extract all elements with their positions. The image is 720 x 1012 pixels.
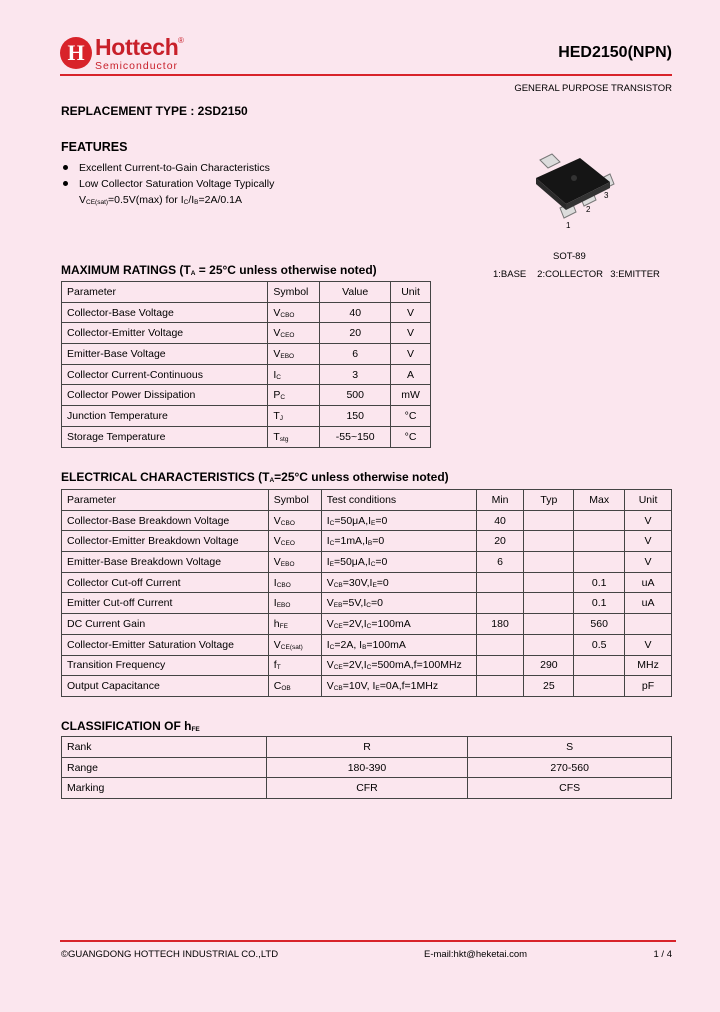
unit-cell: mW	[391, 385, 431, 406]
typ-cell: 290	[524, 655, 574, 676]
classification-table	[61, 736, 672, 799]
min-cell: 20	[476, 531, 524, 552]
footer-divider	[60, 940, 676, 942]
max-cell: 0.5	[574, 634, 625, 655]
rank-r-cell: 180-390	[266, 757, 468, 778]
parameter-cell: Collector Cut-off Current	[62, 572, 269, 593]
rank-r-cell: R	[266, 737, 468, 758]
unit-cell: uA	[625, 572, 672, 593]
rank-s-cell: S	[468, 737, 672, 758]
min-cell: 180	[476, 614, 524, 635]
test-condition-cell: $V_{CB}=10V$, $I_E=0A,f=1MHz$	[321, 676, 476, 697]
pin-number-3: 3	[604, 191, 609, 200]
company-logo	[60, 36, 190, 76]
table-row	[62, 302, 431, 323]
test-condition-cell: $I_C=1mA,I_B=0$	[321, 531, 476, 552]
max-cell	[574, 655, 625, 676]
parameter-cell: Collector-Base Breakdown Voltage	[62, 510, 269, 531]
test-condition-cell: $V_{CE}=2V,I_C=100mA$	[321, 614, 476, 635]
sot89-package-drawing	[520, 150, 630, 230]
table-header-row	[62, 490, 672, 511]
unit-cell: V	[625, 510, 672, 531]
footer-email[interactable]: E-mail:hkt@heketai.com	[424, 949, 528, 960]
parameter-cell: DC Current Gain	[62, 614, 269, 635]
test-condition-cell: $I_C=50\mu A,I_E=0$	[321, 510, 476, 531]
unit-cell: V	[625, 531, 672, 552]
pin-assignment: 1:BASE 2:COLLECTOR 3:EMITTER	[493, 269, 660, 280]
parameter-cell: Emitter-Base Voltage	[62, 344, 268, 365]
parameter-cell: Emitter Cut-off Current	[62, 593, 269, 614]
footer-company: ©GUANGDONG HOTTECH INDUSTRIAL CO.,LTD	[61, 949, 279, 960]
unit-cell: V	[625, 634, 672, 655]
table-row	[62, 676, 672, 697]
max-ratings-title: MAXIMUM RATINGS ($T_A = 25^\circ C$ unless otherwise noted)	[61, 263, 377, 277]
row-label-cell: Range	[62, 757, 267, 778]
table-row	[62, 634, 672, 655]
min-cell	[476, 593, 524, 614]
bullet-icon	[63, 165, 68, 170]
symbol-cell: $T_{stg}$	[268, 426, 320, 447]
symbol-cell: $I_{CBO}$	[268, 572, 321, 593]
min-cell	[476, 655, 524, 676]
typ-cell	[524, 552, 574, 573]
table-row	[62, 593, 672, 614]
max-cell	[574, 510, 625, 531]
parameter-cell: Output Capacitance	[62, 676, 269, 697]
header-cell: Unit	[625, 490, 672, 511]
device-category: GENERAL PURPOSE TRANSISTOR	[514, 83, 672, 94]
header-cell: Parameter	[62, 282, 268, 303]
parameter-cell: Collector Current-Continuous	[62, 364, 268, 385]
table-row	[62, 510, 672, 531]
value-cell: 150	[320, 406, 391, 427]
header-cell: Unit	[391, 282, 431, 303]
table-row	[62, 385, 431, 406]
max-cell	[574, 676, 625, 697]
table-row	[62, 737, 672, 758]
table-row	[62, 406, 431, 427]
logo-subtitle: Semiconductor	[95, 60, 179, 72]
header-cell: Value	[320, 282, 391, 303]
unit-cell: MHz	[625, 655, 672, 676]
max-cell	[574, 552, 625, 573]
max-cell: 0.1	[574, 572, 625, 593]
parameter-cell: Junction Temperature	[62, 406, 268, 427]
symbol-cell: $V_{EBO}$	[268, 344, 320, 365]
symbol-cell: $V_{CEO}$	[268, 323, 320, 344]
value-cell: 6	[320, 344, 391, 365]
unit-cell: V	[391, 344, 431, 365]
test-condition-cell: $I_C=2A$, $I_B=100mA$	[321, 634, 476, 655]
table-row	[62, 572, 672, 593]
classification-title: CLASSIFICATION OF $h_{FE}$	[61, 719, 200, 733]
header-cell: Symbol	[268, 282, 320, 303]
symbol-cell: $I_{EBO}$	[268, 593, 321, 614]
registered-mark: ®	[178, 36, 184, 45]
min-cell: 6	[476, 552, 524, 573]
row-label-cell: Rank	[62, 737, 267, 758]
value-cell: -55~150	[320, 426, 391, 447]
typ-cell	[524, 634, 574, 655]
min-cell	[476, 634, 524, 655]
header-cell: Test conditions	[321, 490, 476, 511]
package-name: SOT-89	[553, 251, 586, 262]
symbol-cell: $f_T$	[268, 655, 321, 676]
typ-cell	[524, 614, 574, 635]
row-label-cell: Marking	[62, 778, 267, 799]
pin-number-2: 2	[586, 205, 591, 214]
min-cell	[476, 676, 524, 697]
symbol-cell: $V_{CE(sat)}$	[268, 634, 321, 655]
min-cell	[476, 572, 524, 593]
table-row	[62, 344, 431, 365]
parameter-cell: Collector-Emitter Saturation Voltage	[62, 634, 269, 655]
typ-cell	[524, 593, 574, 614]
max-cell: 0.1	[574, 593, 625, 614]
table-row	[62, 531, 672, 552]
features-title: FEATURES	[61, 140, 128, 154]
bullet-icon	[63, 181, 68, 186]
table-row	[62, 426, 431, 447]
parameter-cell: Collector-Emitter Breakdown Voltage	[62, 531, 269, 552]
symbol-cell: $I_C$	[268, 364, 320, 385]
page-number: 1 / 4	[653, 949, 672, 960]
symbol-cell: $V_{CBO}$	[268, 302, 320, 323]
header-cell: Max	[574, 490, 625, 511]
unit-cell: V	[391, 323, 431, 344]
typ-cell: 25	[524, 676, 574, 697]
test-condition-cell: $I_E=50\mu A,I_C=0$	[321, 552, 476, 573]
test-condition-cell: $V_{EB}=5V,I_C=0$	[321, 593, 476, 614]
symbol-cell: $h_{FE}$	[268, 614, 321, 635]
feature-item: $V_{CE(sat)}=0.5V(\max)$ for $I_C/I_B=2A/0.1A$	[79, 194, 243, 206]
header-cell: Symbol	[268, 490, 321, 511]
max-cell	[574, 531, 625, 552]
electrical-title: ELECTRICAL CHARACTERISTICS ($T_A=25^\circ C$ unless otherwise noted)	[61, 470, 449, 484]
logo-mark	[60, 37, 92, 69]
parameter-cell: Emitter-Base Breakdown Voltage	[62, 552, 269, 573]
table-row	[62, 323, 431, 344]
table-row	[62, 364, 431, 385]
test-condition-cell: $V_{CB}=30V,I_E=0$	[321, 572, 476, 593]
logo-initial: H	[67, 40, 85, 65]
replacement-type: REPLACEMENT TYPE : 2SD2150	[61, 104, 248, 118]
symbol-cell: $T_J$	[268, 406, 320, 427]
unit-cell: °C	[391, 406, 431, 427]
symbol-cell: $V_{CBO}$	[268, 510, 321, 531]
header-cell: Typ	[524, 490, 574, 511]
symbol-cell: $V_{CEO}$	[268, 531, 321, 552]
logo-name: Hottech	[95, 34, 179, 60]
max-cell: 560	[574, 614, 625, 635]
max-ratings-table	[61, 281, 431, 448]
value-cell: 20	[320, 323, 391, 344]
unit-cell: uA	[625, 593, 672, 614]
table-row	[62, 655, 672, 676]
table-row	[62, 614, 672, 635]
pin-number-1: 1	[566, 221, 571, 230]
parameter-cell: Storage Temperature	[62, 426, 268, 447]
unit-cell: A	[391, 364, 431, 385]
min-cell: 40	[476, 510, 524, 531]
parameter-cell: Collector-Emitter Voltage	[62, 323, 268, 344]
table-row	[62, 552, 672, 573]
feature-item: Low Collector Saturation Voltage Typically	[63, 176, 274, 192]
parameter-cell: Collector Power Dissipation	[62, 385, 268, 406]
value-cell: 500	[320, 385, 391, 406]
typ-cell	[524, 510, 574, 531]
typ-cell	[524, 572, 574, 593]
symbol-cell: $C_{OB}$	[268, 676, 321, 697]
unit-cell	[625, 614, 672, 635]
unit-cell: V	[625, 552, 672, 573]
part-number: HED2150(NPN)	[558, 44, 672, 61]
value-cell: 3	[320, 364, 391, 385]
pin1-dot	[571, 175, 577, 181]
value-cell: 40	[320, 302, 391, 323]
symbol-cell: $P_C$	[268, 385, 320, 406]
parameter-cell: Transition Frequency	[62, 655, 269, 676]
unit-cell: V	[391, 302, 431, 323]
table-row	[62, 757, 672, 778]
rank-r-cell: CFR	[266, 778, 468, 799]
header-cell: Min	[476, 490, 524, 511]
electrical-table	[61, 489, 672, 697]
features-list	[63, 160, 274, 211]
feature-item: Excellent Current-to-Gain Characteristics	[63, 160, 274, 176]
test-condition-cell: $V_{CE}=2V,I_C=500mA,f=100MHz$	[321, 655, 476, 676]
rank-s-cell: 270-560	[468, 757, 672, 778]
unit-cell: pF	[625, 676, 672, 697]
header-divider	[60, 74, 672, 76]
table-row	[62, 778, 672, 799]
parameter-cell: Collector-Base Voltage	[62, 302, 268, 323]
symbol-cell: $V_{EBO}$	[268, 552, 321, 573]
rank-s-cell: CFS	[468, 778, 672, 799]
table-header-row	[62, 282, 431, 303]
typ-cell	[524, 531, 574, 552]
header-cell: Parameter	[62, 490, 269, 511]
unit-cell: °C	[391, 426, 431, 447]
